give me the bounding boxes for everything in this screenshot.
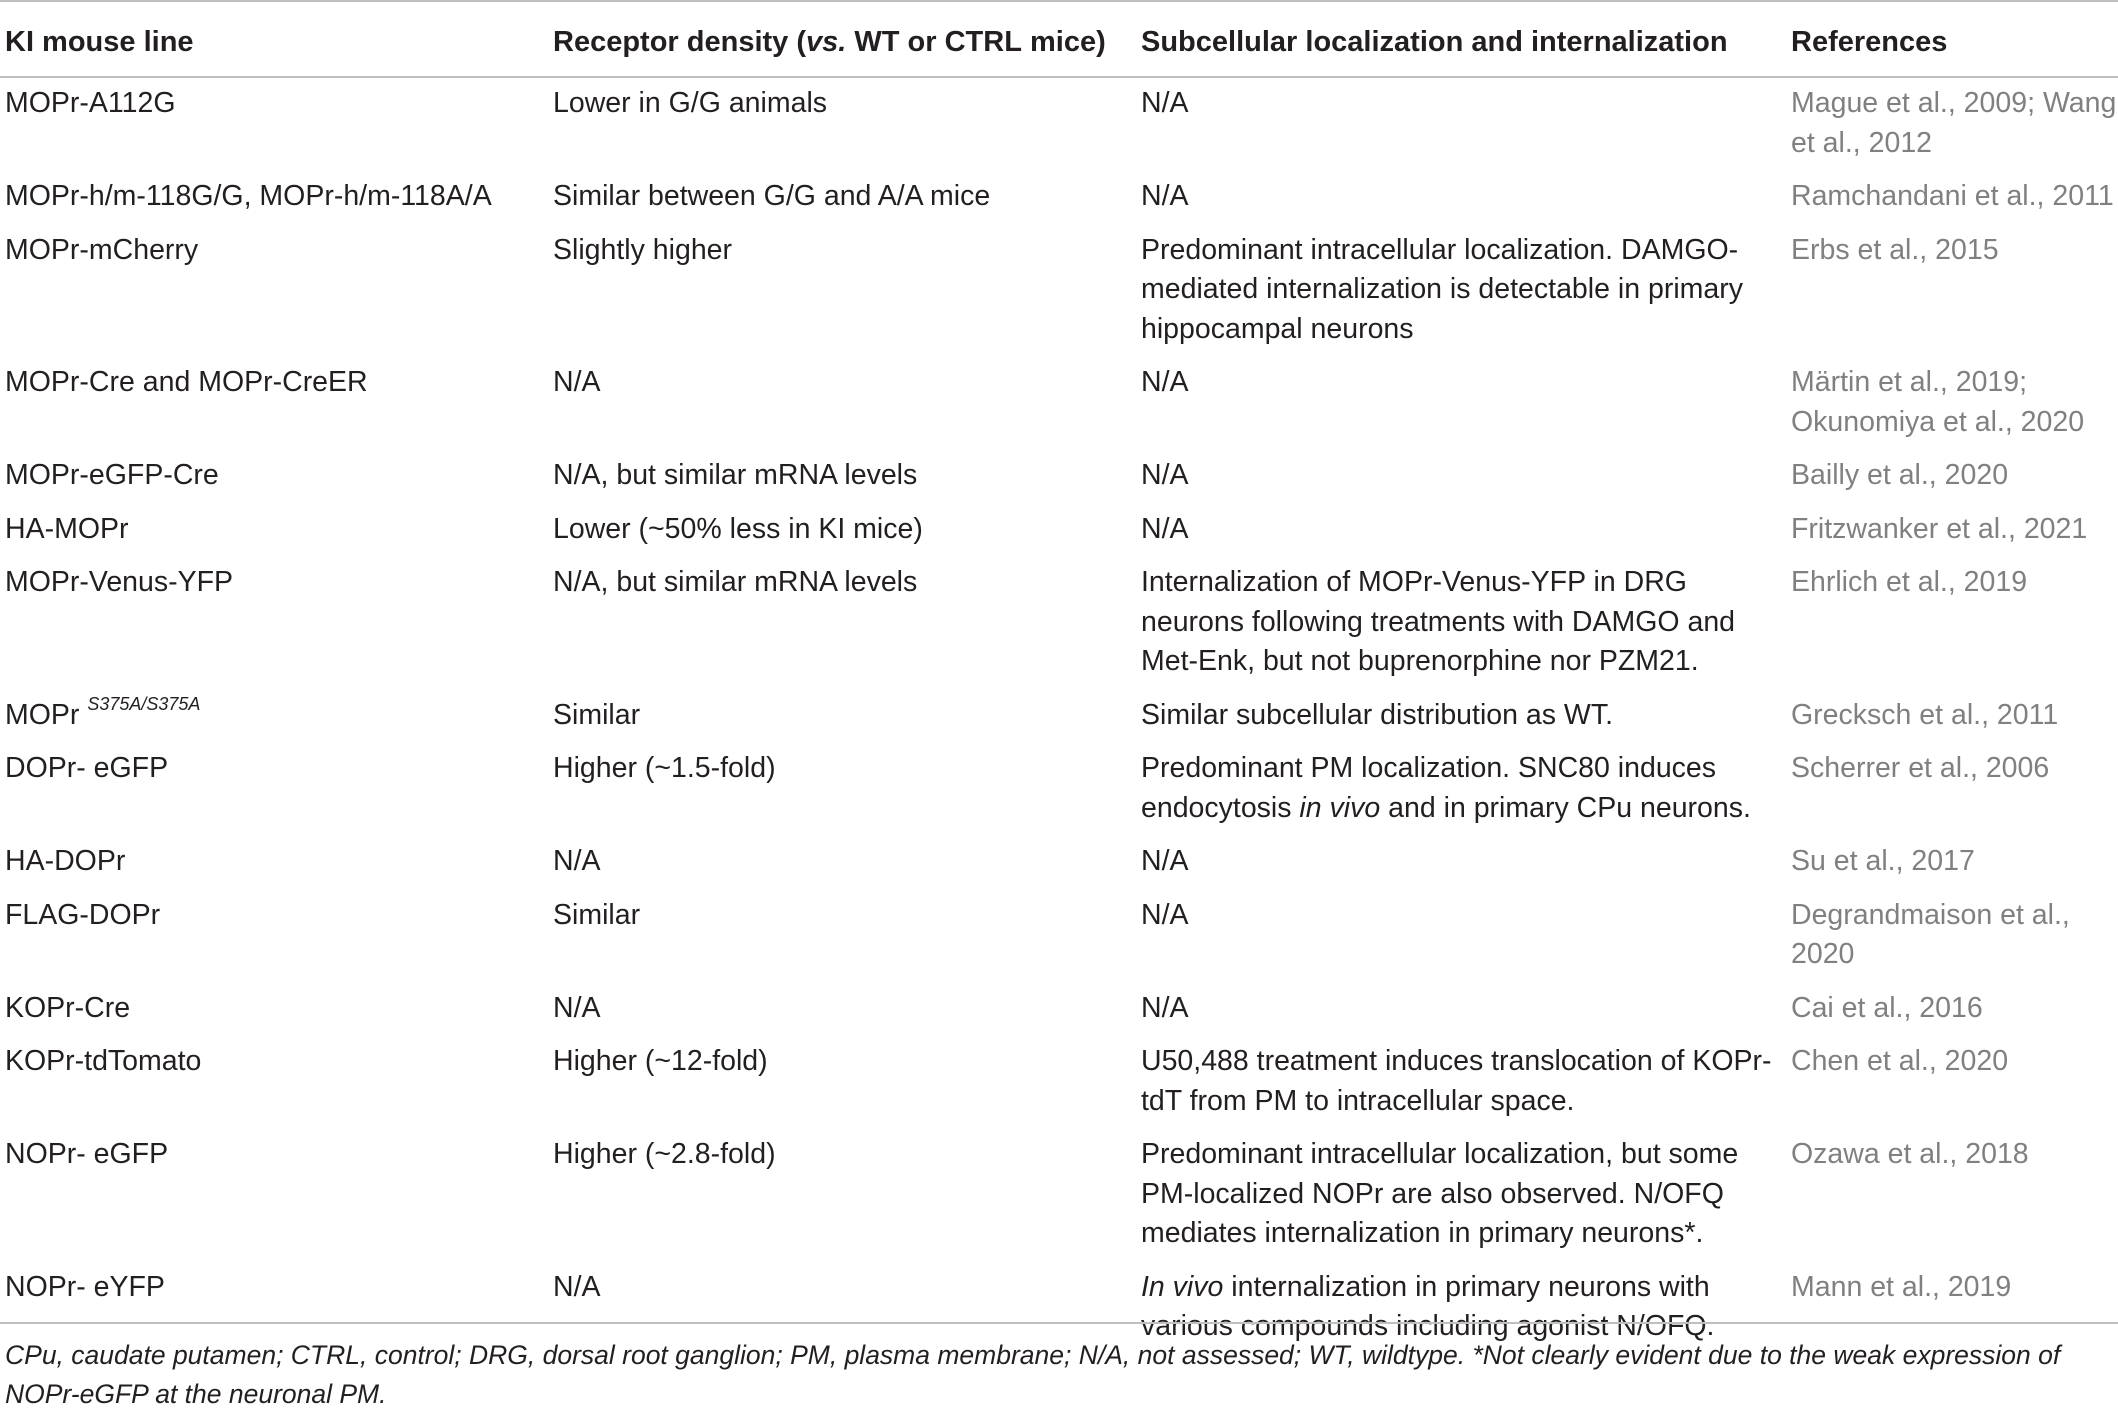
table-row <box>0 450 2118 504</box>
cell-density: Similar <box>553 898 641 931</box>
cell-density: Similar <box>553 698 641 731</box>
table-row <box>0 983 2118 1037</box>
genotype-superscript: S375A/S375A <box>87 693 201 714</box>
table-row <box>0 357 2118 450</box>
cell-reference <box>1791 836 2118 890</box>
table-row <box>0 1129 2118 1262</box>
reference-link[interactable]: Ozawa et al., 2018 <box>1791 1138 2029 1170</box>
reference-link[interactable]: Fritzwanker et al., 2021 <box>1791 512 2088 545</box>
cell-reference: Märtin et al., 2019; Okunomiya et al., 2020 <box>1791 366 2085 438</box>
cell-line: FLAG-DOPr <box>5 898 161 931</box>
cell-density: N/A <box>553 991 601 1024</box>
table-row <box>0 1036 2118 1129</box>
cell-line: MOPr-Venus-YFP <box>5 566 234 598</box>
reference-link[interactable]: Ramchandani et al., 2011 <box>1791 180 2114 212</box>
cell-subcellular: Predominant intracellular localization. DAMGO-mediated internalization is detectable in primary hippocampal neurons <box>1141 233 1743 345</box>
reference-link[interactable]: Degrandmaison et al., 2020 <box>1791 898 2070 970</box>
cell-reference <box>1791 557 2118 690</box>
cell-line: MOPr-eGFP-Cre <box>5 459 219 491</box>
cell-reference: Mague et al., 2009; Wang et al., 2012 <box>1791 87 2117 159</box>
cell-subcellular: Predominant PM localization. SNC80 induces endocytosis in vivo and in primary CPu neurons. <box>1141 752 1751 824</box>
reference-link[interactable]: Chen et al., 2020 <box>1791 1045 2009 1077</box>
table-footnote <box>0 1322 2118 1414</box>
header-receptor-density: Receptor density (vs. WT or CTRL mice) <box>553 1 1141 77</box>
cell-line: MOPr-mCherry <box>5 233 199 266</box>
header-references: References <box>1791 1 2118 77</box>
reference-link[interactable]: Wang et al., 2012 <box>1791 87 2117 159</box>
cell-subcellular: N/A <box>1141 459 1189 491</box>
cell-density: Higher (~2.8-fold) <box>553 1138 776 1170</box>
cell-reference <box>1791 690 2118 744</box>
footnote-text: CPu, caudate putamen; CTRL, control; DRG, dorsal root ganglion; PM, plasma membrane; N/A, not assessed; WT, wildtype. *Not clearly evident due to the weak expression of NOPr-eGFP at the neuronal PM. <box>5 1340 2061 1409</box>
cell-density: Slightly higher <box>553 233 733 266</box>
header-row <box>0 1 2118 77</box>
cell-reference <box>1791 983 2118 1037</box>
cell-reference <box>1791 890 2118 983</box>
header-ki-mouse-line: KI mouse line <box>0 1 553 77</box>
reference-link[interactable]: Mague et al., 2009 <box>1791 87 2028 119</box>
cell-subcellular: N/A <box>1141 366 1189 398</box>
cell-density: Lower in G/G animals <box>553 87 828 119</box>
cell-subcellular: Predominant intracellular localization, but some PM-localized NOPr are also observed. N/OFQ mediates internalization in primary neurons*. <box>1141 1138 1739 1249</box>
cell-line: NOPr- eGFP <box>5 1138 169 1170</box>
reference-link[interactable]: Cai et al., 2016 <box>1791 991 1983 1024</box>
table-row <box>0 557 2118 690</box>
reference-link[interactable]: Mann et al., 2019 <box>1791 1270 2012 1303</box>
cell-subcellular: N/A <box>1141 845 1189 877</box>
cell-subcellular: N/A <box>1141 991 1189 1024</box>
header-subcellular: Subcellular localization and internalization <box>1141 1 1791 77</box>
cell-density: N/A <box>553 366 601 398</box>
reference-link[interactable]: Märtin et al., 2019 <box>1791 366 2020 398</box>
table-row <box>0 225 2118 358</box>
cell-line: KOPr-tdTomato <box>5 1045 202 1077</box>
cell-reference <box>1791 504 2118 558</box>
cell-density: Lower (~50% less in KI mice) <box>553 512 923 545</box>
reference-link[interactable]: Okunomiya et al., 2020 <box>1791 405 2085 438</box>
cell-subcellular: N/A <box>1141 180 1189 212</box>
cell-density: N/A, but similar mRNA levels <box>553 566 918 598</box>
cell-density: N/A <box>553 845 601 877</box>
cell-reference <box>1791 743 2118 836</box>
cell-reference <box>1791 450 2118 504</box>
cell-reference <box>1791 171 2118 225</box>
table-row <box>0 890 2118 983</box>
cell-line: MOPr-A112G <box>5 87 176 119</box>
reference-link[interactable]: Grecksch et al., 2011 <box>1791 698 2059 731</box>
cell-subcellular: In vivo internalization in primary neurons with various compounds including agonist N/OFQ. <box>1141 1270 1715 1342</box>
cell-subcellular: U50,488 treatment induces translocation of KOPr-tdT from PM to intracellular space. <box>1141 1045 1772 1117</box>
reference-link[interactable]: Erbs et al., 2015 <box>1791 233 1999 266</box>
cell-line: DOPr- eGFP <box>5 752 169 784</box>
cell-line: MOPr-h/m-118G/G, MOPr-h/m-118A/A <box>5 180 492 212</box>
table-row <box>0 77 2118 171</box>
table-row <box>0 690 2118 744</box>
cell-density: Higher (~12-fold) <box>553 1045 768 1077</box>
reference-link[interactable]: Ehrlich et al., 2019 <box>1791 566 2028 598</box>
cell-density: N/A, but similar mRNA levels <box>553 459 918 491</box>
cell-density: N/A <box>553 1270 601 1303</box>
table-row <box>0 743 2118 836</box>
table-row <box>0 836 2118 890</box>
reference-link[interactable]: Su et al., 2017 <box>1791 845 1975 877</box>
reference-link[interactable]: Bailly et al., 2020 <box>1791 459 2009 491</box>
cell-subcellular: Internalization of MOPr-Venus-YFP in DRG neurons following treatments with DAMGO and Met-Enk, but not buprenorphine nor PZM21. <box>1141 566 1736 677</box>
cell-line: HA-DOPr <box>5 845 126 877</box>
cell-line: MOPr $^{S375A/S375A}$ <box>5 693 201 731</box>
table-row <box>0 171 2118 225</box>
reference-link[interactable]: Scherrer et al., 2006 <box>1791 752 2050 784</box>
cell-subcellular: Similar subcellular distribution as WT. <box>1141 698 1613 731</box>
cell-reference <box>1791 225 2118 358</box>
cell-subcellular: N/A <box>1141 898 1189 931</box>
cell-line: KOPr-Cre <box>5 991 131 1024</box>
cell-line: MOPr-Cre and MOPr-CreER <box>5 366 368 398</box>
cell-line: NOPr- eYFP <box>5 1270 165 1303</box>
cell-reference <box>1791 1036 2118 1129</box>
table-row <box>0 504 2118 558</box>
cell-density: Similar between G/G and A/A mice <box>553 180 991 212</box>
cell-line: HA-MOPr <box>5 512 129 545</box>
cell-density: Higher (~1.5-fold) <box>553 752 776 784</box>
cell-subcellular: N/A <box>1141 87 1189 119</box>
cell-subcellular: N/A <box>1141 512 1189 545</box>
cell-reference <box>1791 1129 2118 1262</box>
